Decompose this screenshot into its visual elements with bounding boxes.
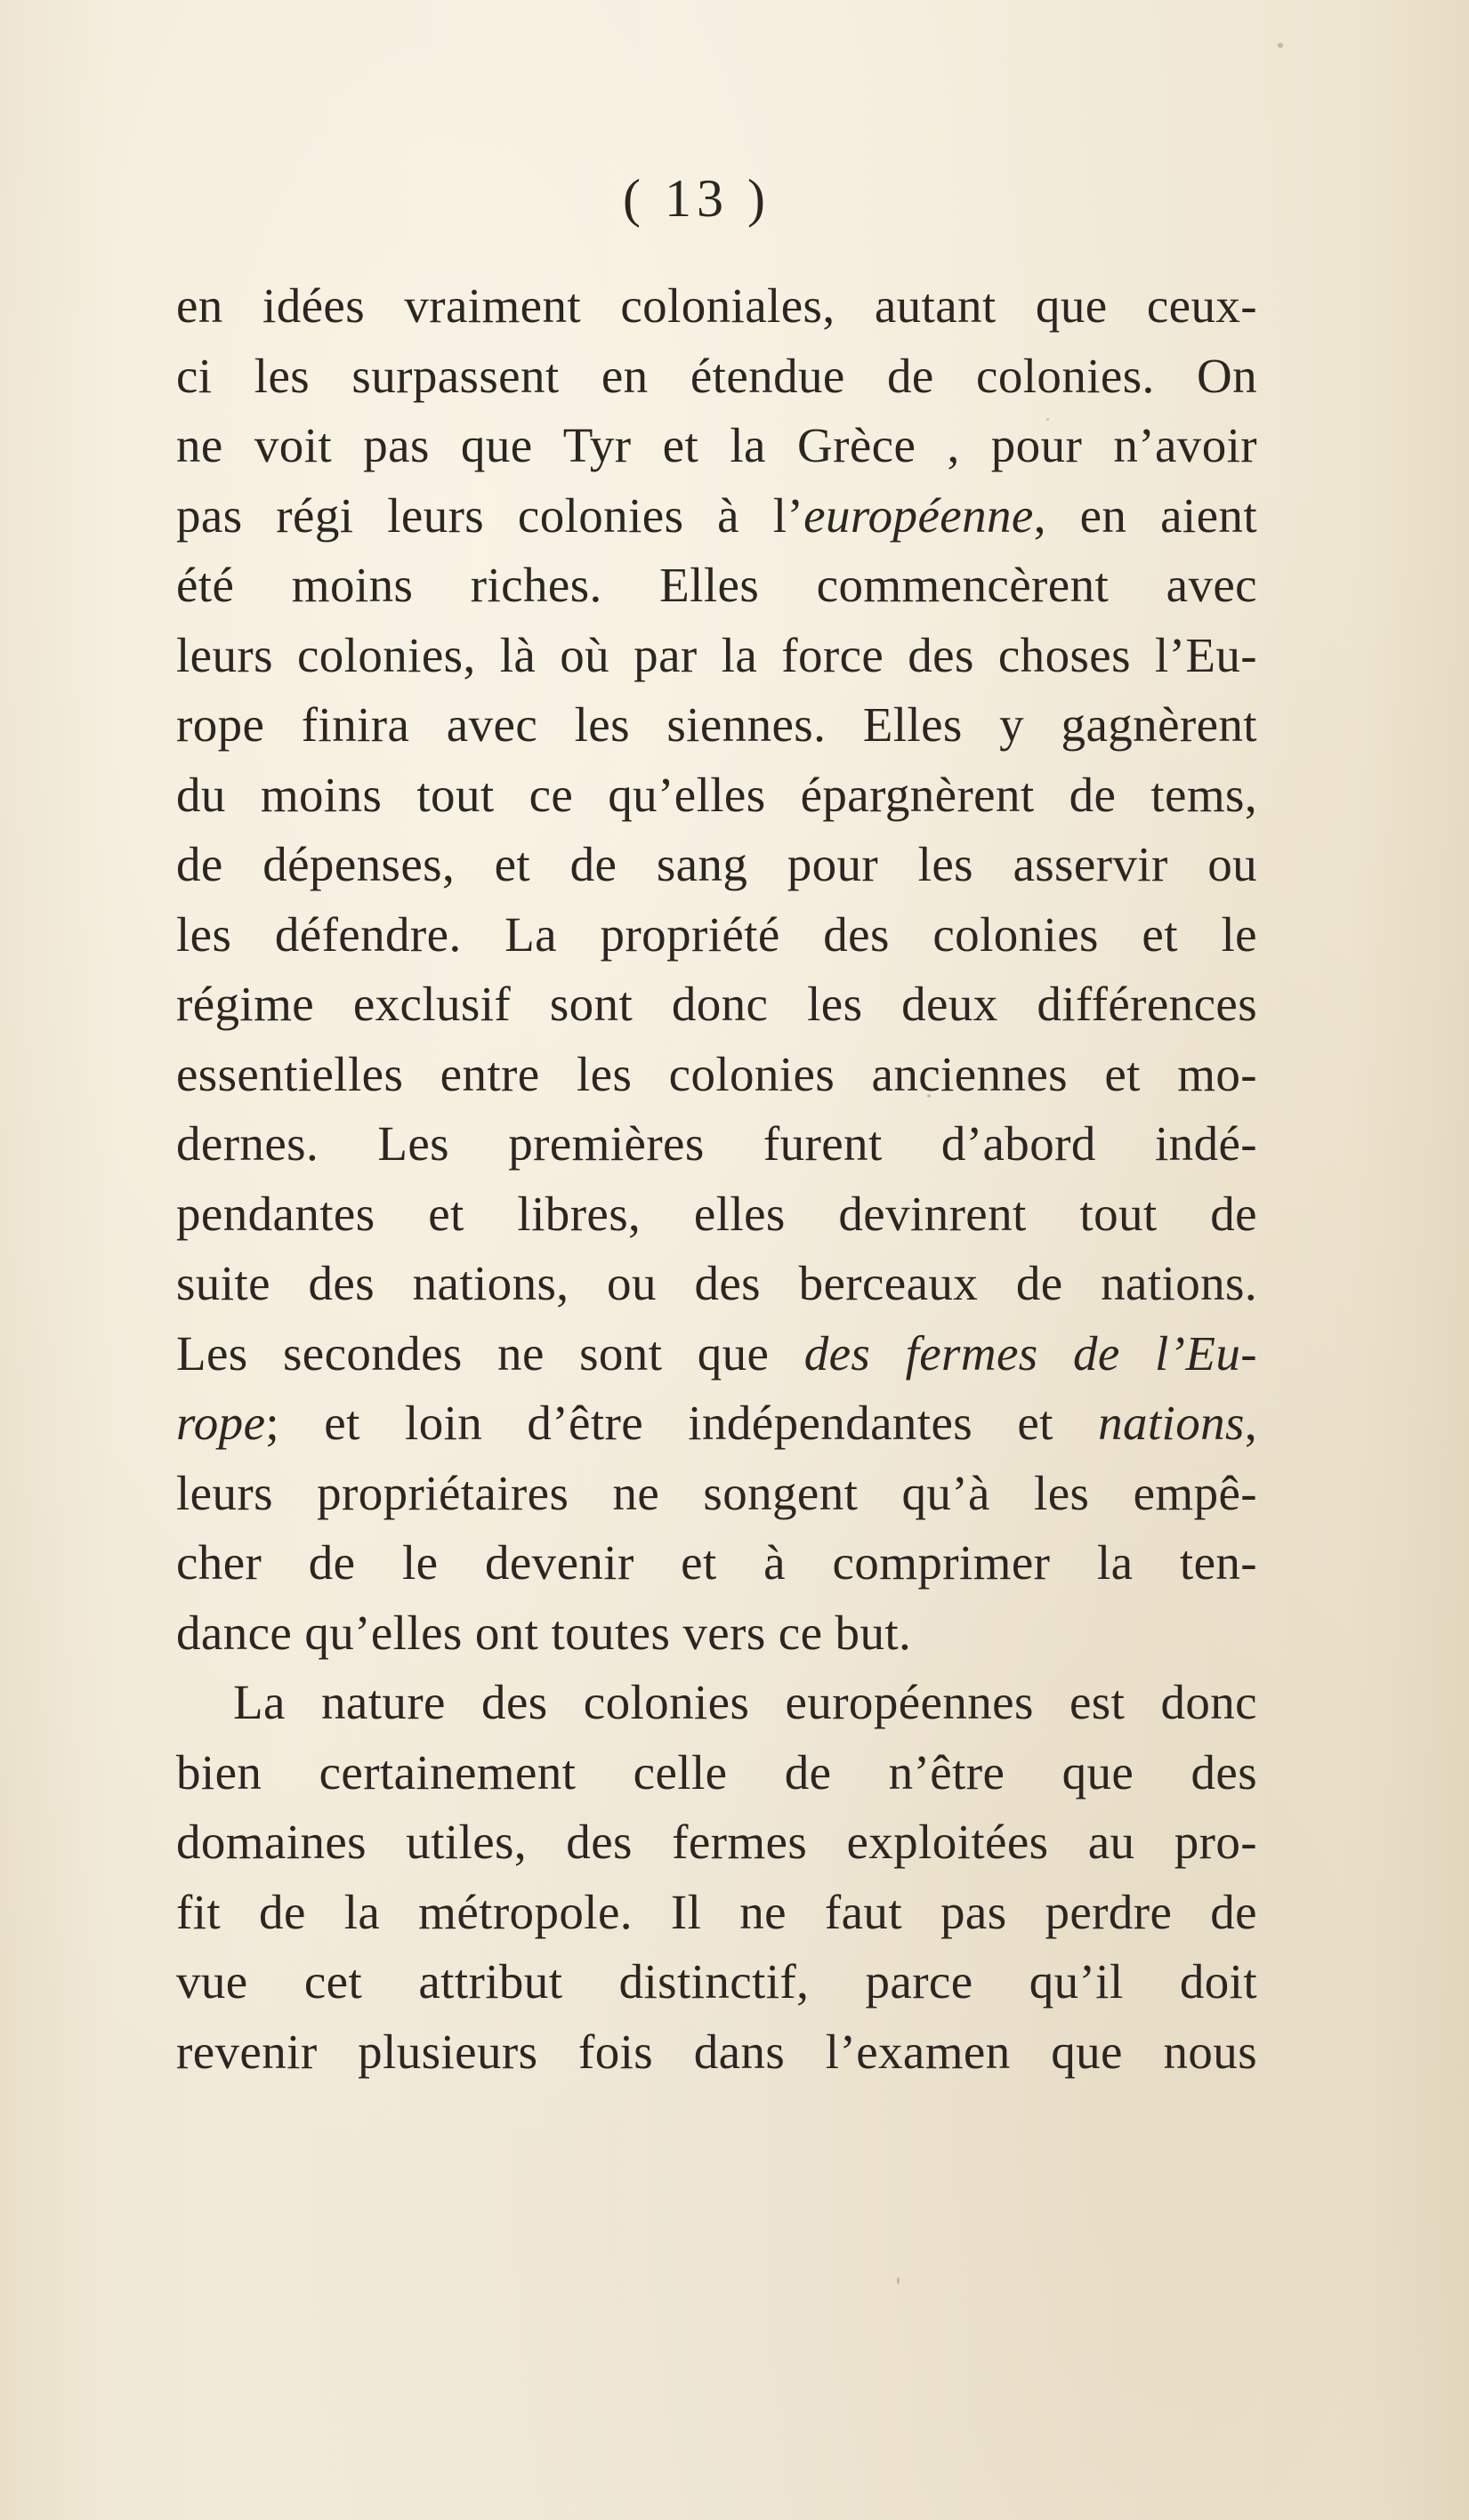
text-line [176, 1598, 1257, 1669]
text-line [176, 1040, 1257, 1110]
text-line [176, 551, 1257, 621]
text-run: de dépenses, et de sang pour les asservir ou [176, 837, 1257, 891]
text-line [176, 2017, 1257, 2088]
text-run: fit de la métropole. Il ne faut pas perdre de [176, 1884, 1257, 1939]
text-run: du moins tout ce qu’elles épargnèrent de tems, [176, 767, 1257, 822]
text-line [176, 1947, 1257, 2017]
text-run: pendantes et libres, elles devinrent tout de [176, 1186, 1257, 1241]
page-number: ( 13 ) [623, 169, 771, 228]
paper-speck [927, 1094, 931, 1098]
body-text [176, 271, 1257, 2087]
text-run: Les secondes ne sont que [176, 1325, 804, 1381]
text-line [176, 900, 1257, 970]
text-line [176, 970, 1257, 1040]
italic-text-run: nations [1098, 1396, 1245, 1450]
text-line [176, 1249, 1257, 1319]
paper-speck [1046, 418, 1049, 421]
text-line [176, 1179, 1257, 1250]
text-run: La nature des colonies européennes est donc [233, 1675, 1257, 1729]
paper-speck [1278, 43, 1283, 48]
text-run: bien certainement celle de n’être que des [176, 1744, 1257, 1799]
text-run: cher de le devenir et à comprimer la ten- [176, 1535, 1257, 1590]
text-run: vue cet attribut distinctif, parce qu’il doit [176, 1954, 1257, 2009]
text-run: suite des nations, ou des berceaux de nations. [176, 1256, 1257, 1310]
text-line [176, 1319, 1257, 1389]
text-line [176, 1109, 1257, 1179]
text-run: , [1244, 1396, 1257, 1450]
text-line [176, 761, 1257, 831]
text-run: rope finira avec les siennes. Elles y gagnèrent [176, 697, 1257, 752]
italic-text-run: rope [176, 1396, 266, 1450]
text-run: , en aient [1033, 487, 1258, 543]
text-run: régime exclusif sont donc les deux différences [176, 977, 1257, 1031]
text-line [176, 481, 1257, 552]
text-line [176, 1459, 1257, 1529]
text-run: ci les surpassent en étendue de colonies. On [176, 348, 1257, 403]
text-run: pas régi leurs colonies à l’ [176, 487, 804, 543]
text-line [176, 411, 1257, 481]
italic-text-run: des fermes de l’Eu- [803, 1325, 1258, 1381]
text-run: leurs propriétaires ne songent qu’à les empê- [176, 1465, 1257, 1520]
text-run: les défendre. La propriété des colonies et le [176, 906, 1257, 962]
text-line [176, 830, 1257, 900]
text-line [176, 1528, 1257, 1598]
text-run: domaines utiles, des fermes exploitées au pro- [176, 1815, 1257, 1869]
text-line [176, 1668, 1257, 1738]
text-run: ; et loin d’être indépendantes et [265, 1396, 1099, 1450]
text-run: essentielles entre les colonies anciennes et mo- [176, 1046, 1257, 1101]
text-run: ne voit pas que Tyr et la Grèce , pour n’avoir [176, 418, 1257, 472]
text-line [176, 1738, 1257, 1808]
text-run: revenir plusieurs fois dans l’examen que nous [176, 2024, 1257, 2079]
text-run: dance qu’elles ont toutes vers ce but. [176, 1605, 912, 1660]
text-line [176, 271, 1257, 342]
text-line [176, 342, 1257, 412]
italic-text-run: européenne [803, 487, 1034, 543]
text-line [176, 690, 1257, 761]
text-run: leurs colonies, là où par la force des choses l’Eu- [176, 627, 1257, 682]
text-line [176, 1389, 1257, 1459]
text-line [176, 1807, 1257, 1878]
text-line [176, 1878, 1257, 1948]
text-run: été moins riches. Elles commencèrent avec [176, 558, 1257, 612]
text-run: en idées vraiment coloniales, autant que ceux- [176, 278, 1257, 333]
text-line [176, 621, 1257, 691]
paper-speck [897, 2277, 900, 2284]
text-run: dernes. Les premières furent d’abord indé- [176, 1116, 1257, 1171]
